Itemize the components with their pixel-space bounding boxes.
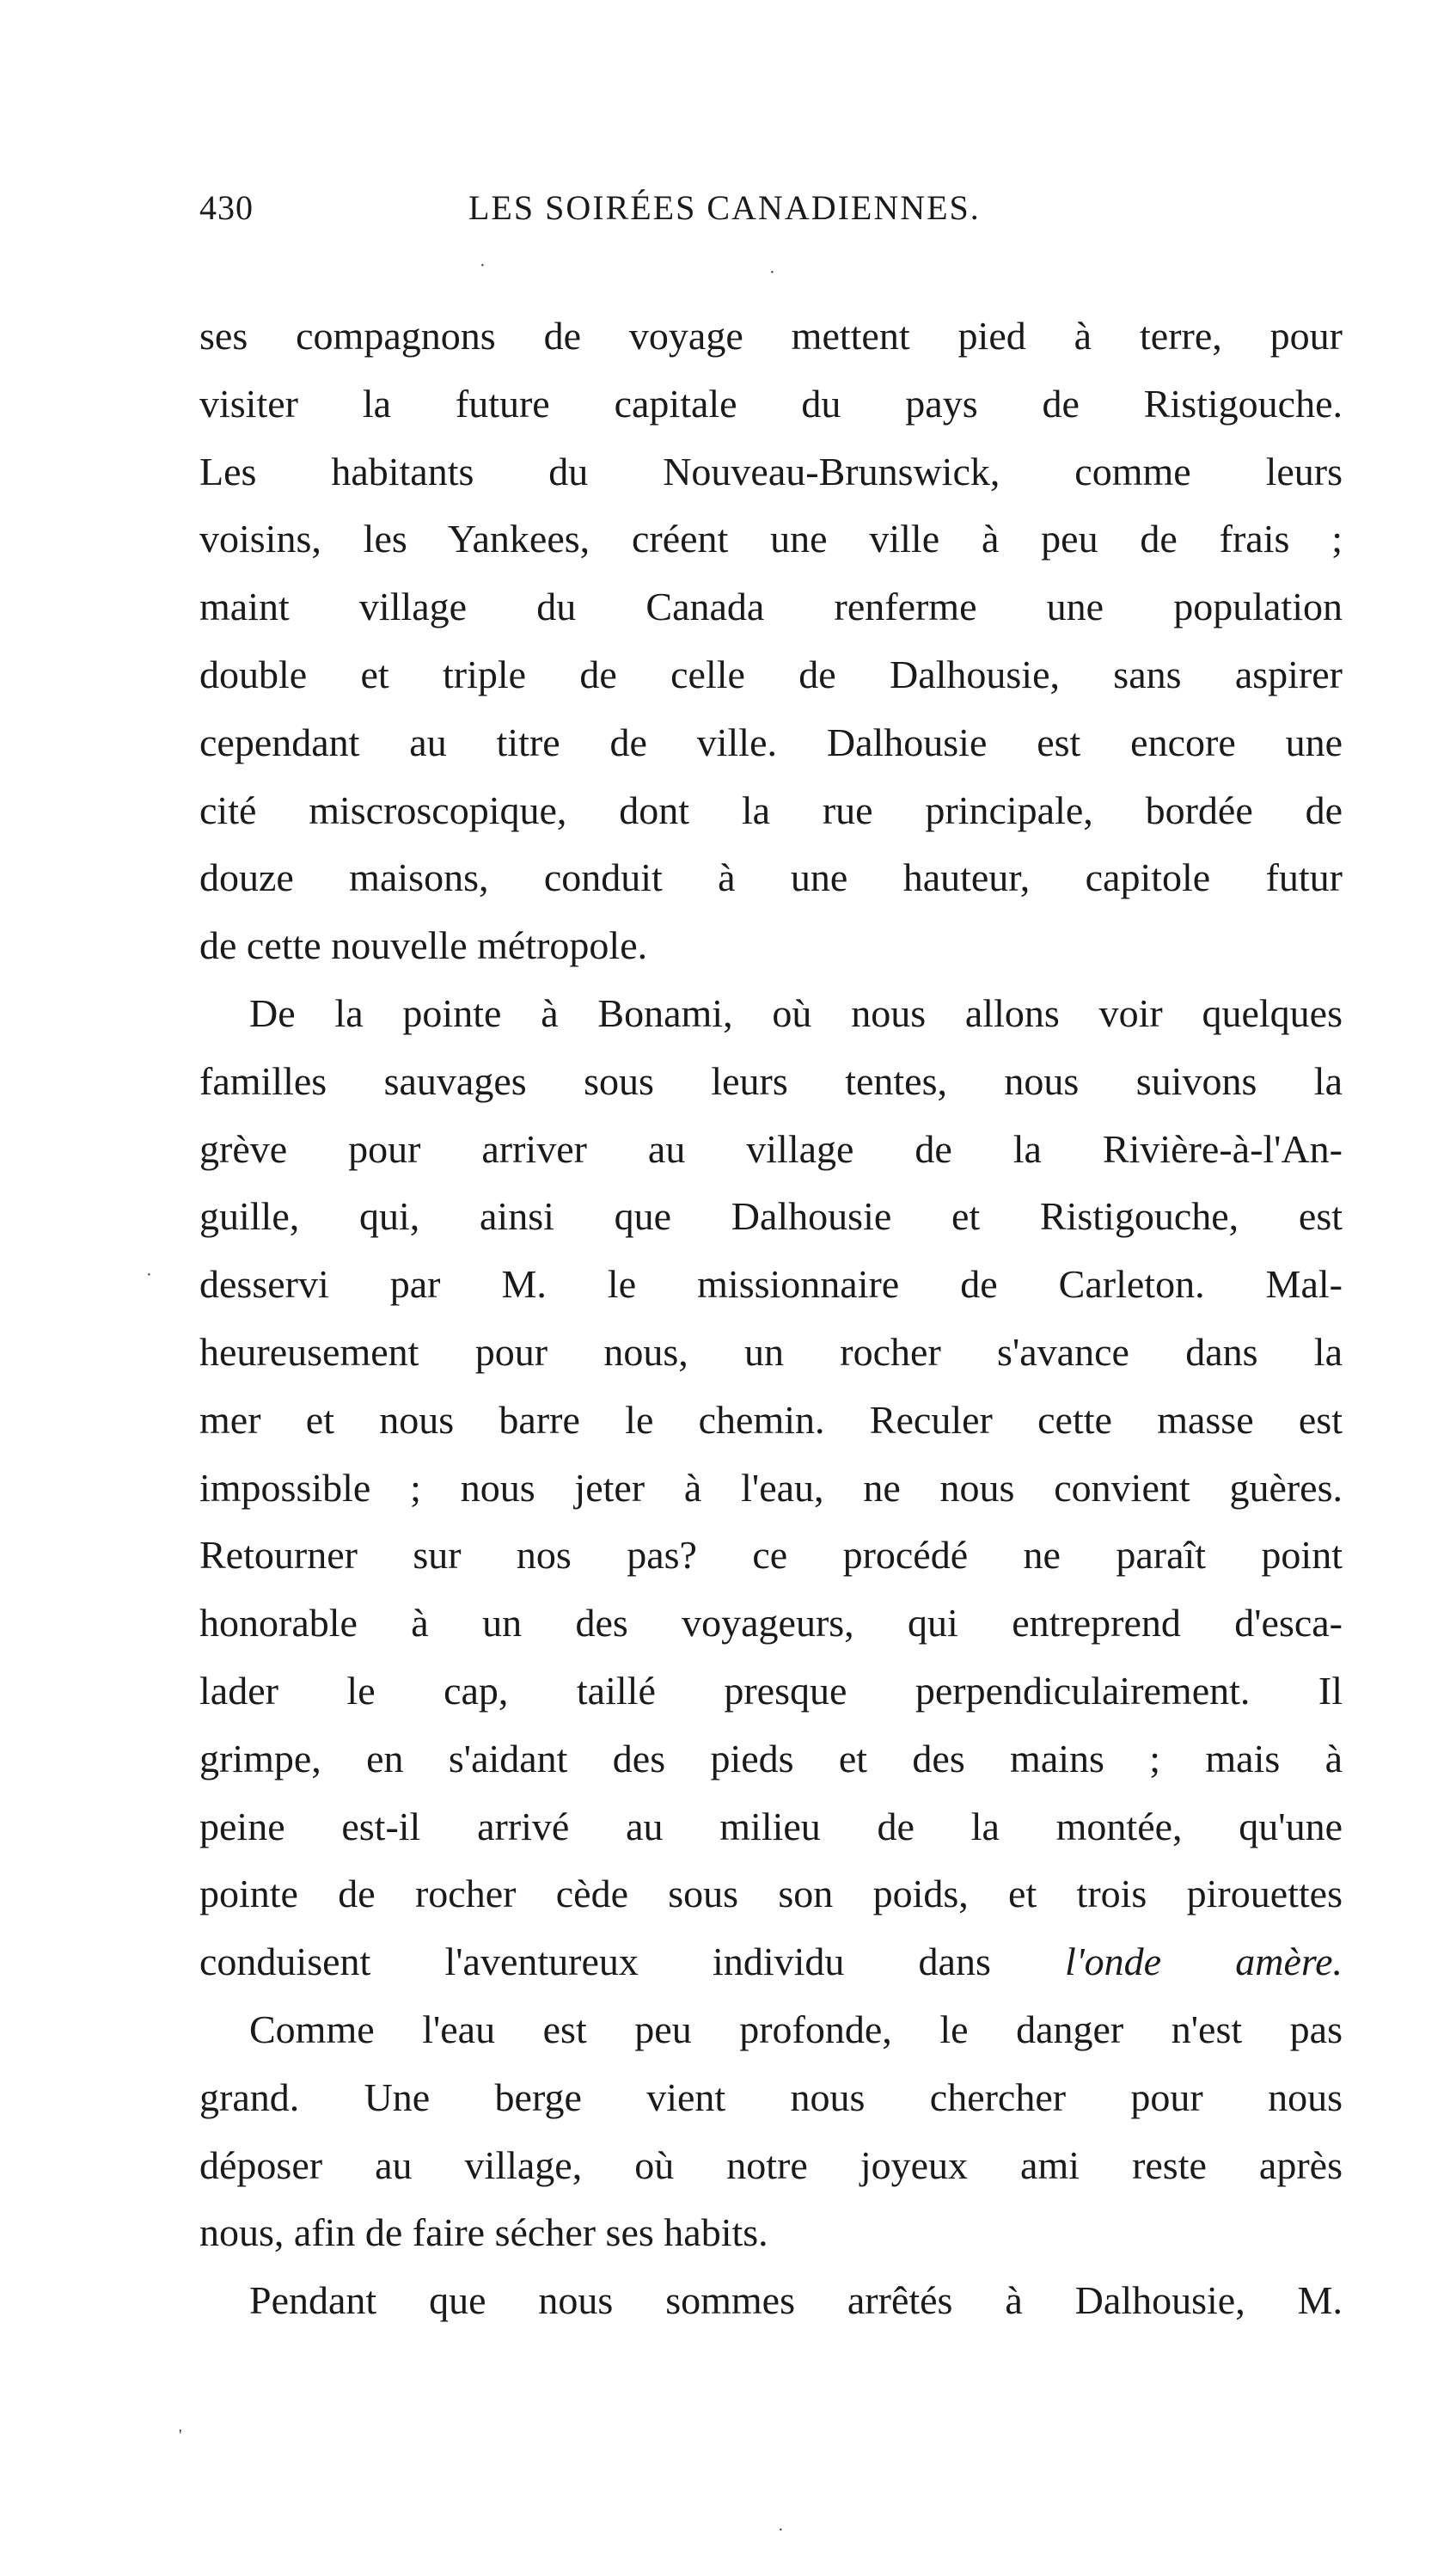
text-line: desservi par M. le missionnaire de Carleton. Mal- bbox=[199, 1262, 1343, 1307]
text-line: grand. Une berge vient nous chercher pour nous bbox=[199, 2075, 1343, 2119]
print-speck: · bbox=[769, 263, 775, 282]
text-line: douze maisons, conduit à une hauteur, capitole futur bbox=[199, 855, 1343, 900]
text-line: familles sauvages sous leurs tentes, nous suivons la bbox=[199, 1058, 1343, 1103]
text-line: grimpe, en s'aidant des pieds et des mains ; mais à bbox=[199, 1736, 1343, 1780]
italic-phrase: l'onde amère. bbox=[1065, 1940, 1343, 1984]
running-title: LES SOIRÉES CANADIENNES. bbox=[468, 188, 981, 227]
paragraph-start-line: Comme l'eau est peu profonde, le danger n'est pas bbox=[249, 2007, 1343, 2051]
print-speck: · bbox=[778, 2521, 784, 2540]
running-head bbox=[199, 187, 1343, 239]
print-speck: ' bbox=[179, 2426, 182, 2445]
paragraph-start-line: Pendant que nous sommes arrêtés à Dalhousie, M. bbox=[249, 2278, 1343, 2323]
text-line bbox=[199, 1928, 1343, 1996]
text-line: déposer au village, où notre joyeux ami reste après bbox=[199, 2142, 1343, 2187]
text-line: nous, afin de faire sécher ses habits. bbox=[199, 2210, 768, 2255]
text-line: voisins, les Yankees, créent une ville à peu de frais ; bbox=[199, 517, 1343, 561]
text-line: pointe de rocher cède sous son poids, et trois pirouettes bbox=[199, 1872, 1343, 1916]
page-number: 430 bbox=[199, 188, 254, 227]
text-line: guille, qui, ainsi que Dalhousie et Ristigouche, est bbox=[199, 1194, 1343, 1239]
text-line: Les habitants du Nouveau-Brunswick, comme leurs bbox=[199, 449, 1343, 493]
text-line: ses compagnons de voyage mettent pied à terre, pour bbox=[199, 314, 1343, 358]
text-line: peine est-il arrivé au milieu de la montée, qu'une bbox=[199, 1804, 1343, 1848]
text-line bbox=[199, 1319, 1343, 1387]
text-line: impossible ; nous jeter à l'eau, ne nous convient guères. bbox=[199, 1465, 1343, 1510]
text-line: de cette nouvelle métropole. bbox=[199, 923, 648, 968]
text-line: double et triple de celle de Dalhousie, sans aspirer bbox=[199, 652, 1343, 696]
print-speck: · bbox=[146, 1266, 152, 1284]
text-line: lader le cap, taillé presque perpendiculairement. Il bbox=[199, 1668, 1343, 1713]
text-line: mer et nous barre le chemin. Reculer cette masse est bbox=[199, 1397, 1343, 1442]
text-line: Retourner sur nos pas? ce procédé ne paraît point bbox=[199, 1533, 1343, 1578]
text-line: cependant au titre de ville. Dalhousie est encore une bbox=[199, 720, 1343, 764]
body-text bbox=[199, 303, 1343, 2335]
paragraph-start-line: De la pointe à Bonami, où nous allons voir quelques bbox=[249, 990, 1343, 1035]
text-line: honorable à un des voyageurs, qui entreprend d'esca- bbox=[199, 1601, 1343, 1646]
print-speck: · bbox=[480, 256, 486, 275]
text-line: visiter la future capitale du pays de Ristigouche. bbox=[199, 381, 1343, 426]
line-text: conduisent l'aventureux individu dans bbox=[199, 1940, 991, 1984]
text-line: grève pour arriver au village de la Rivière-à-l'An- bbox=[199, 1126, 1343, 1171]
text-line: cité miscroscopique, dont la rue principale, bordée de bbox=[199, 788, 1343, 832]
text-line: maint village du Canada renferme une population bbox=[199, 585, 1343, 629]
line-text: heureusement pour nous, un rocher s'avance dans la bbox=[199, 1329, 1343, 1374]
